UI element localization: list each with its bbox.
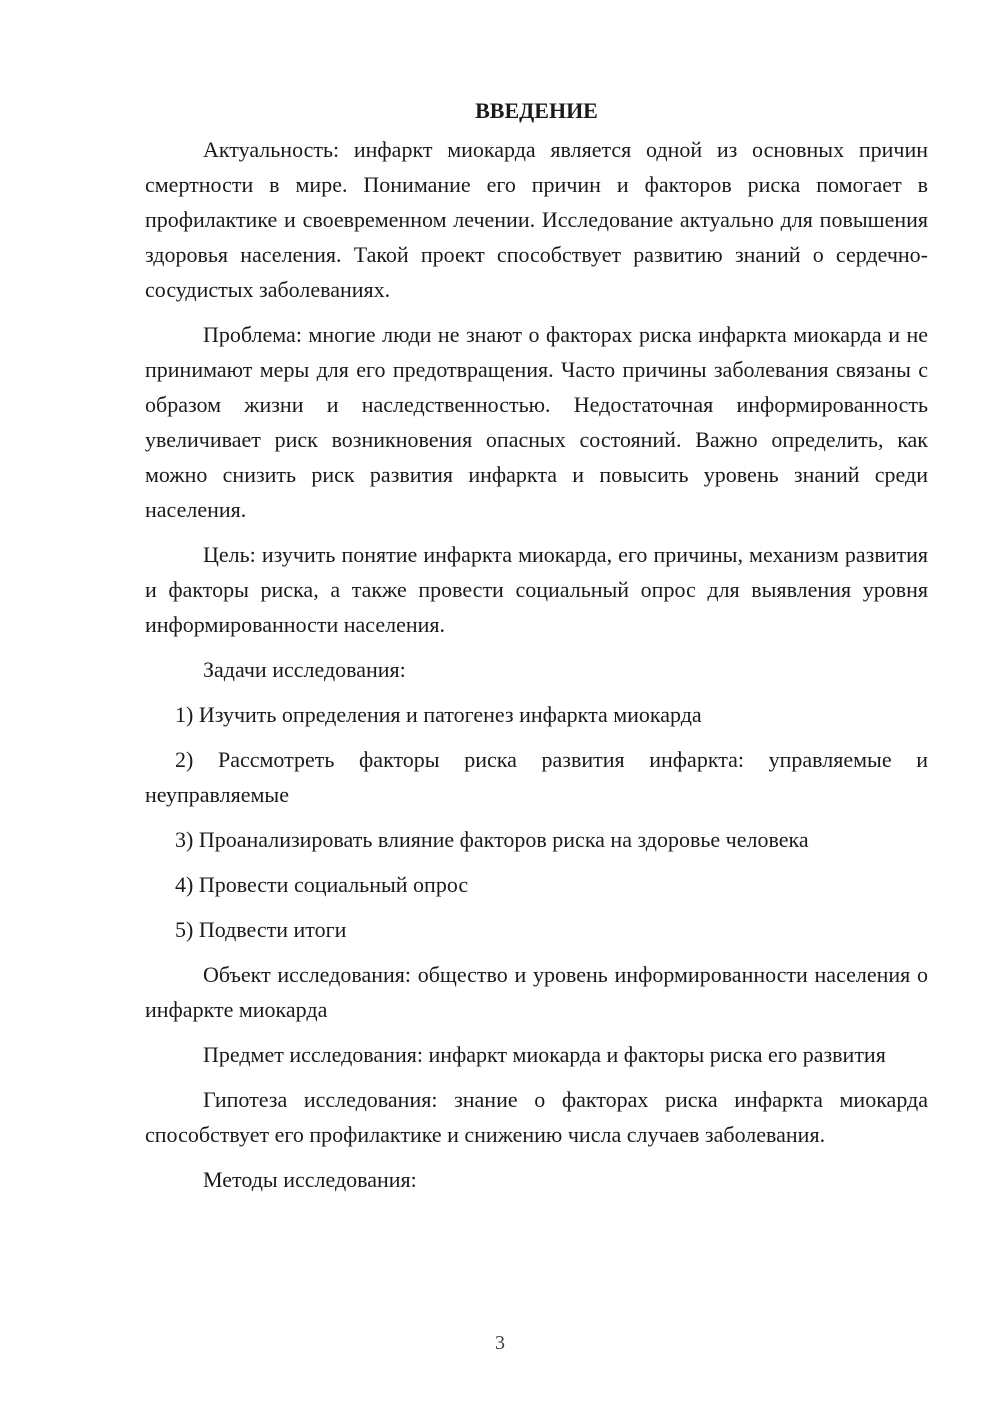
methods-title: Методы исследования: <box>203 1167 417 1192</box>
page-number: 3 <box>495 1332 505 1354</box>
task-item-4: 4) Провести социальный опрос <box>175 872 469 897</box>
task-item-5: 5) Подвести итоги <box>175 917 347 942</box>
task-item-3: 3) Проанализировать влияние факторов риска на здоровье человека <box>175 827 809 852</box>
paragraph-goal: Цель: изучить понятие инфаркта миокарда, его причины, механизм развития и факторы риска, а также провести социальный опрос для выявления уровня информированности населения. <box>145 542 928 637</box>
paragraph-object: Объект исследования: общество и уровень информированности населения о инфаркте миокарда <box>145 962 928 1022</box>
document-page <box>145 90 928 1207</box>
paragraph-subject: Предмет исследования: инфаркт миокарда и факторы риска его развития <box>203 1042 886 1067</box>
paragraph-relevance: Актуальность: инфаркт миокарда является одной из основных причин смертности в мире. Понимание его причин и факторов риска помогает в профилактике и своевременном лечении. Исследование актуально для повышения здоровья населения. Такой проект способствует развитию знаний о сердечно-сосудистых заболеваниях. <box>145 137 928 302</box>
task-item-2: 2) Рассмотреть факторы риска развития инфаркта: управляемые и неуправляемые <box>145 747 928 807</box>
paragraph-problem: Проблема: многие люди не знают о факторах риска инфаркта миокарда и не принимают меры для его предотвращения. Часто причины заболевания связаны с образом жизни и наследственностью. Недостаточная информированность увеличивает риск возникновения опасных состояний. Важно определить, как можно снизить риск развития инфаркта и повысить уровень знаний среди населения. <box>145 322 928 522</box>
task-item-1: 1) Изучить определения и патогенез инфаркта миокарда <box>175 702 702 727</box>
page-title: ВВЕДЕНИЕ <box>475 98 598 123</box>
tasks-title: Задачи исследования: <box>203 657 406 682</box>
paragraph-hypothesis: Гипотеза исследования: знание о факторах риска инфаркта миокарда способствует его профилактике и снижению числа случаев заболевания. <box>145 1087 928 1147</box>
